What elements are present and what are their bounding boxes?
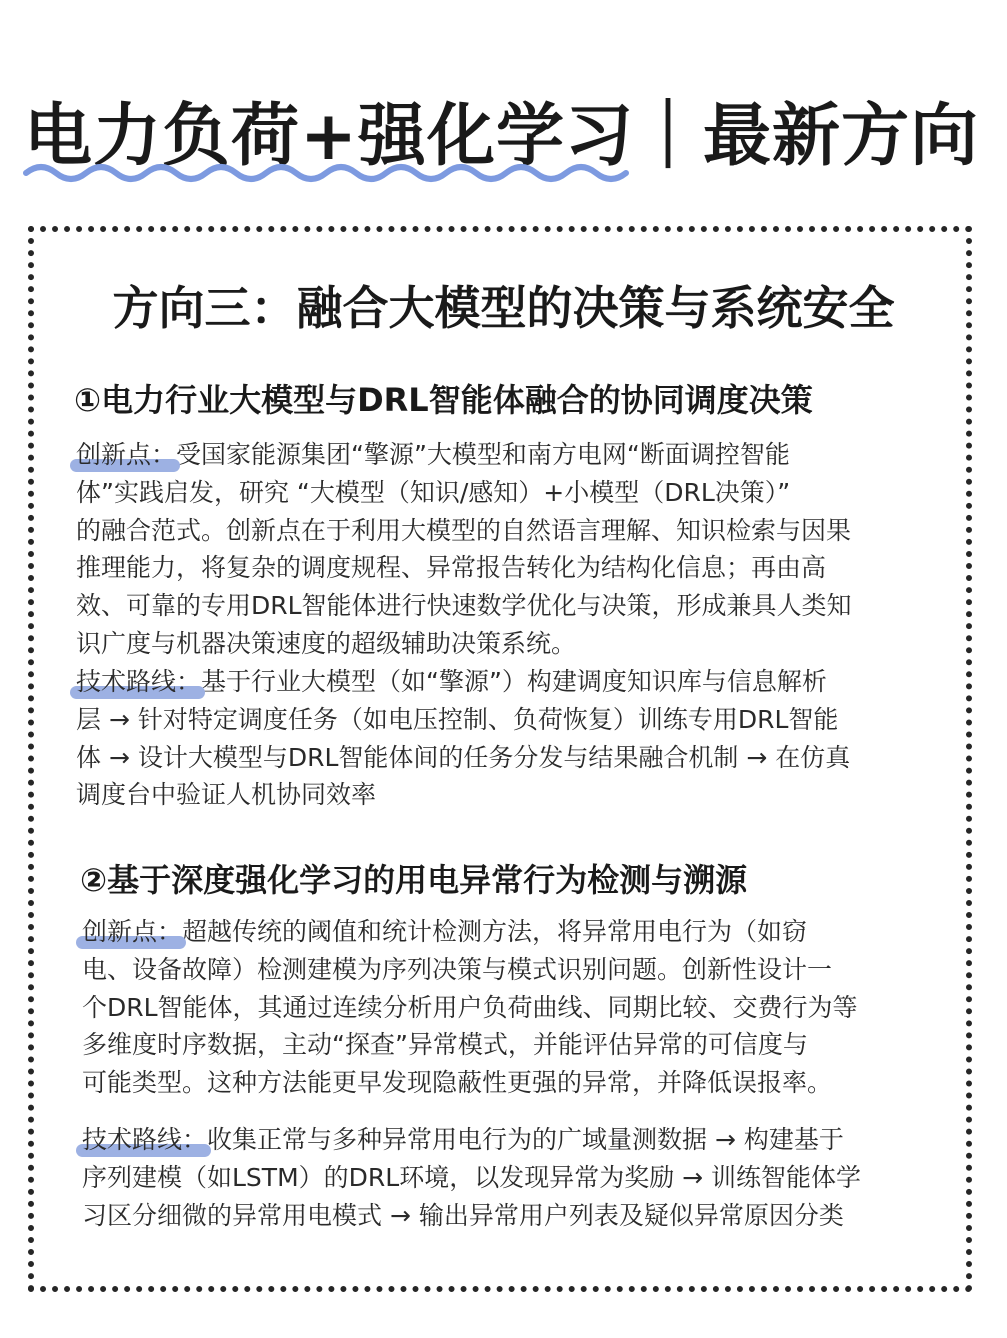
item1-innovation-text-1: 受国家能源集团“擎源”大模型和南方电网“断面调控智能 (176, 440, 790, 469)
item1-innovation-line-2: 体”实践启发，研究 “大模型（知识/感知）+小模型（DRL决策）” (76, 477, 791, 507)
item1-route-text-1: 基于行业大模型（如“擎源”）构建调度知识库与信息解析 (201, 667, 827, 696)
item2-route-label: 技术路线： (82, 1121, 207, 1159)
item1-innovation-line-5: 效、可靠的专用DRL智能体进行快速数学优化与决策，形成兼具人类知 (76, 591, 852, 621)
title-wavy-underline (22, 158, 634, 184)
item2-innovation-text-1: 超越传统的阈值和统计检测方法，将异常用电行为（如窃 (182, 917, 808, 946)
item1-innovation-line-3: 的融合范式。创新点在于利用大模型的自然语言理解、知识检索与因果 (76, 515, 852, 545)
item2-innovation-line-2: 电、设备故障）检测建模为序列决策与模式识别问题。创新性设计一 (82, 954, 833, 984)
item2-innovation-paragraph (82, 913, 962, 1102)
item2-innovation-line-1 (82, 913, 962, 951)
item2-route-line-1 (82, 1121, 962, 1159)
item2-route-text-1: 收集正常与多种异常用电行为的广域量测数据 → 构建基于 (207, 1125, 844, 1154)
item1-route-label: 技术路线： (76, 663, 201, 701)
item1-route-line-3: 体 → 设计大模型与DRL智能体间的任务分发与结果融合机制 → 在仿真 (76, 742, 851, 772)
item2-route-line-3: 习区分细微的异常用电模式 → 输出异常用户列表及疑似异常原因分类 (82, 1200, 844, 1230)
item1-title: ①电力行业大模型与DRL智能体融合的协同调度决策 (74, 381, 813, 419)
item1-route-paragraph (76, 663, 956, 814)
item2-title: ②基于深度强化学习的用电异常行为检测与溯源 (80, 861, 748, 899)
page-title: 电力负荷+强化学习｜最新方向 (24, 97, 979, 176)
item1-innovation-paragraph (76, 436, 956, 663)
item1-innovation-line-1 (76, 436, 956, 474)
item1-innovation-line-4: 推理能力，将复杂的调度规程、异常报告转化为结构化信息；再由高 (76, 553, 827, 583)
item2-route-line-2: 序列建模（如LSTM）的DRL环境，以发现异常为奖励 → 训练智能体学 (82, 1162, 862, 1192)
item1-innovation-label: 创新点： (76, 436, 176, 474)
item1-route-line-1 (76, 663, 956, 701)
item2-innovation-label: 创新点： (82, 913, 182, 951)
item2-route-paragraph (82, 1121, 962, 1234)
item2-innovation-line-4: 多维度时序数据，主动“探查”异常模式，并能评估异常的可信度与 (82, 1030, 808, 1060)
item2-innovation-line-5: 可能类型。这种方法能更早发现隐蔽性更强的异常，并降低误报率。 (82, 1068, 833, 1098)
section-title: 方向三：融合大模型的决策与系统安全 (112, 281, 895, 335)
item1-innovation-line-6: 识广度与机器决策速度的超级辅助决策系统。 (76, 628, 577, 658)
item2-innovation-line-3: 个DRL智能体，其通过连续分析用户负荷曲线、同期比较、交费行为等 (82, 992, 858, 1022)
item1-route-line-2: 层 → 针对特定调度任务（如电压控制、负荷恢复）训练专用DRL智能 (76, 704, 839, 734)
item1-route-line-4: 调度台中验证人机协同效率 (76, 780, 377, 810)
